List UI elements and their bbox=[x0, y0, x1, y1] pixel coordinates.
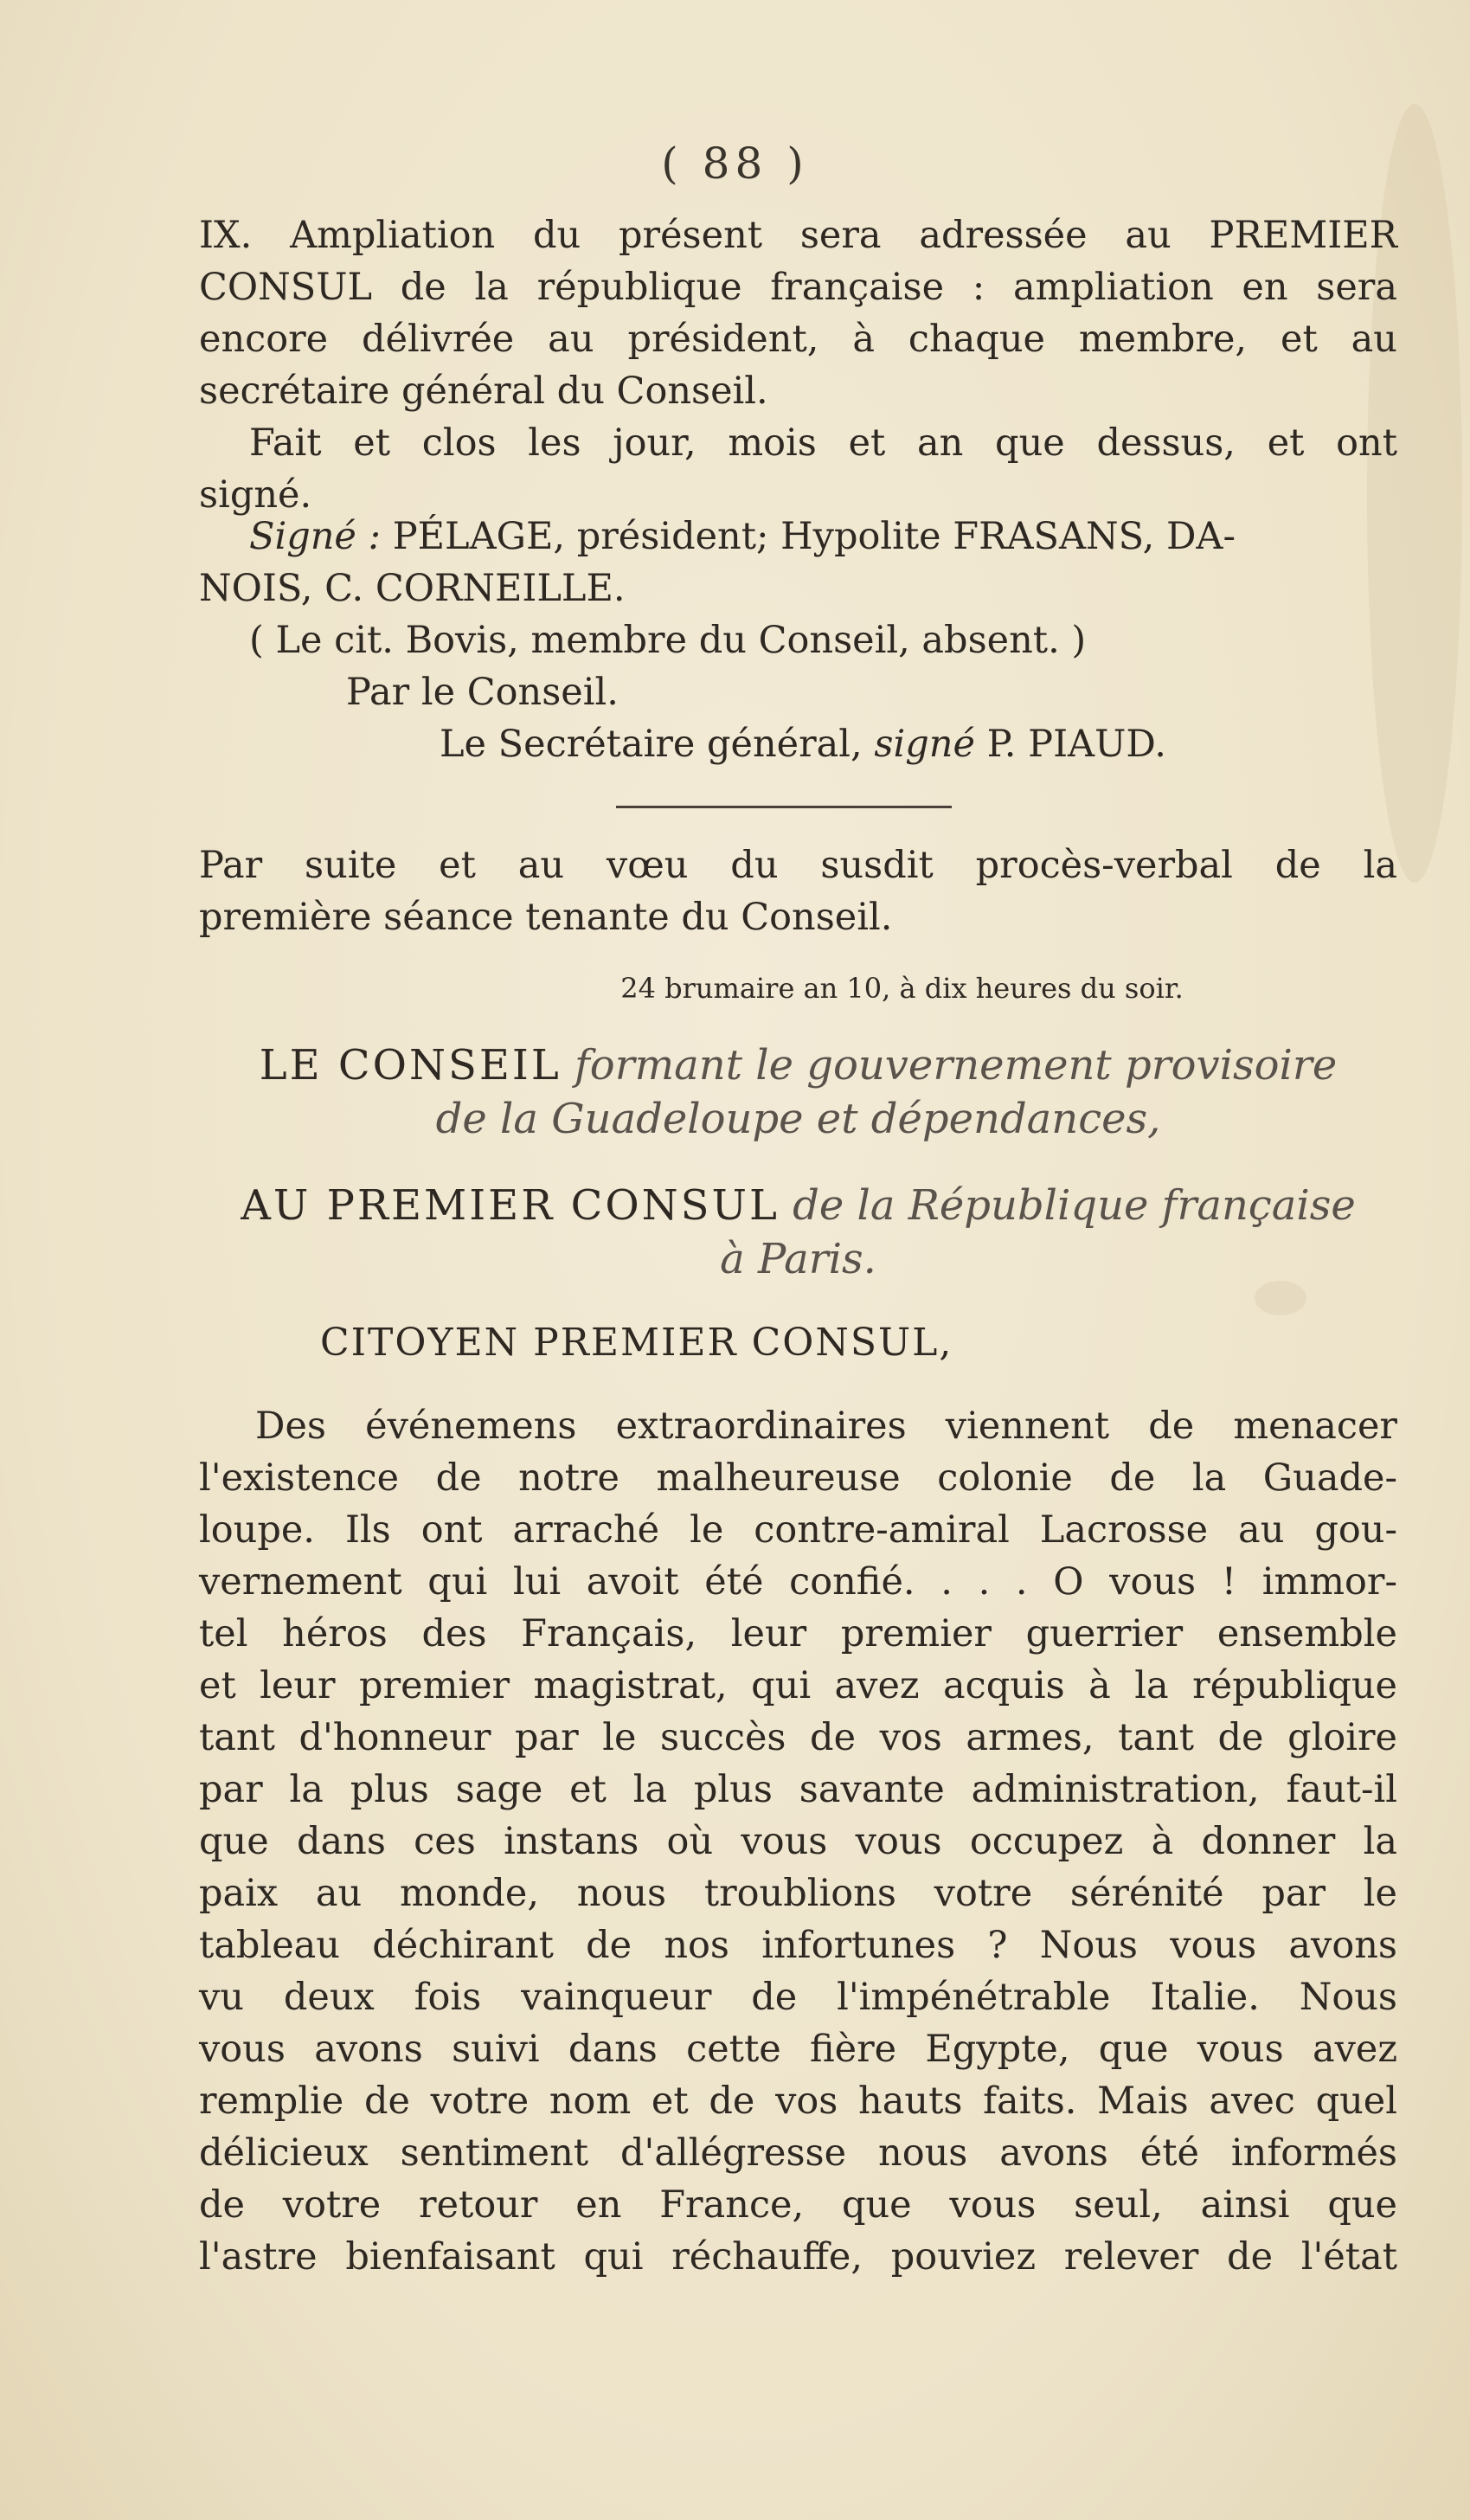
text-line: par la plus sage et la plus savante administration, faut-il bbox=[199, 1768, 1397, 1811]
text-line: l'existence de notre malheureuse colonie de la Guade- bbox=[199, 1456, 1397, 1500]
sender-cap: LE CONSEIL bbox=[259, 1041, 562, 1090]
page-number: ( 88 ) bbox=[661, 138, 809, 189]
text-line: de votre retour en France, que vous seul, ainsi que bbox=[199, 2183, 1397, 2227]
text-line: CONSUL de la république française : ampliation en sera bbox=[199, 266, 1397, 309]
signe-label: Signé : bbox=[249, 515, 382, 558]
text-line: que dans ces instans où vous vous occupez à donner la bbox=[199, 1820, 1397, 1863]
signatories: PÉLAGE, président; Hypolite FRASANS, DA- bbox=[392, 515, 1236, 558]
text-line: tel héros des Français, leur premier guerrier ensemble bbox=[199, 1612, 1397, 1655]
foxing-spot bbox=[1255, 1281, 1306, 1315]
sender-text: formant le gouvernement provisoire bbox=[575, 1041, 1338, 1090]
text-line: l'astre bienfaisant qui réchauffe, pouviez relever de l'état bbox=[199, 2235, 1397, 2279]
signatures bbox=[199, 511, 1397, 770]
dateline: 24 brumaire an 10, à dix heures du soir. bbox=[620, 972, 1184, 1005]
text-line: paix au monde, nous troublions votre sérénité par le bbox=[199, 1872, 1397, 1915]
text-line: IX. Ampliation du présent sera adressée au PREMIER bbox=[199, 214, 1397, 257]
intro-paragraph bbox=[199, 839, 1397, 943]
text-line: vous avons suivi dans cette fière Egypte, que vous avez bbox=[199, 2028, 1397, 2071]
secretaire-name: P. PIAUD. bbox=[986, 723, 1166, 766]
ornamental-rule bbox=[616, 806, 952, 808]
text-line: tant d'honneur par le succès de vos armes, tant de gloire bbox=[199, 1716, 1397, 1759]
signature-line bbox=[199, 511, 1397, 562]
text-line: vu deux fois vainqueur de l'impénétrable Italie. Nous bbox=[199, 1976, 1397, 2019]
text-line: Par suite et au vœu du susdit procès-verbal de la bbox=[199, 844, 1397, 887]
text-line: et leur premier magistrat, qui avez acquis à la république bbox=[199, 1664, 1397, 1707]
sender-line bbox=[199, 1038, 1397, 1092]
text-line: tableau déchirant de nos infortunes ? Nous vous avons bbox=[199, 1924, 1397, 1967]
text-line: première séance tenante du Conseil. bbox=[199, 896, 893, 939]
par-le-conseil: Par le Conseil. bbox=[346, 671, 619, 714]
text-line: Des événemens extraordinaires viennent de menacer bbox=[255, 1405, 1397, 1448]
closing-paragraph bbox=[199, 417, 1397, 521]
secretaire-title: Le Secrétaire général, bbox=[440, 723, 863, 766]
sender-line-2: de la Guadeloupe et dépendances, bbox=[435, 1095, 1161, 1143]
recipient-cap: AU PREMIER CONSUL bbox=[241, 1181, 780, 1230]
signature-line: NOIS, C. CORNEILLE. bbox=[199, 567, 626, 610]
text-line: encore délivrée au président, à chaque membre, et au bbox=[199, 318, 1397, 361]
absent-note: ( Le cit. Bovis, membre du Conseil, absent. ) bbox=[249, 619, 1087, 662]
letter-sender bbox=[199, 1038, 1397, 1146]
salutation-text: CITOYEN PREMIER CONSUL, bbox=[320, 1321, 953, 1365]
recipient-text: de la République française bbox=[793, 1181, 1356, 1230]
text-line: remplie de votre nom et de vos hauts faits. Mais avec quel bbox=[199, 2080, 1397, 2123]
salutation bbox=[199, 1317, 1397, 1369]
text-line: délicieux sentiment d'allégresse nous avons été informés bbox=[199, 2131, 1397, 2175]
article-ix bbox=[199, 209, 1397, 417]
text-line: vernement qui lui avoit été confié. . . . O vous ! immor- bbox=[199, 1560, 1397, 1604]
text-line: Fait et clos les jour, mois et an que dessus, et ont bbox=[249, 421, 1397, 465]
text-line: loupe. Ils ont arraché le contre-amiral Lacrosse au gou- bbox=[199, 1508, 1397, 1552]
recipient-line-2: à Paris. bbox=[720, 1235, 876, 1283]
letter-body bbox=[199, 1400, 1397, 2283]
letter-recipient bbox=[199, 1179, 1397, 1286]
recipient-line bbox=[199, 1179, 1397, 1232]
signe-word: signé bbox=[874, 723, 975, 766]
secretaire-line bbox=[199, 718, 1397, 770]
text-line: secrétaire général du Conseil. bbox=[199, 370, 768, 413]
text-line: signé. bbox=[199, 473, 312, 517]
